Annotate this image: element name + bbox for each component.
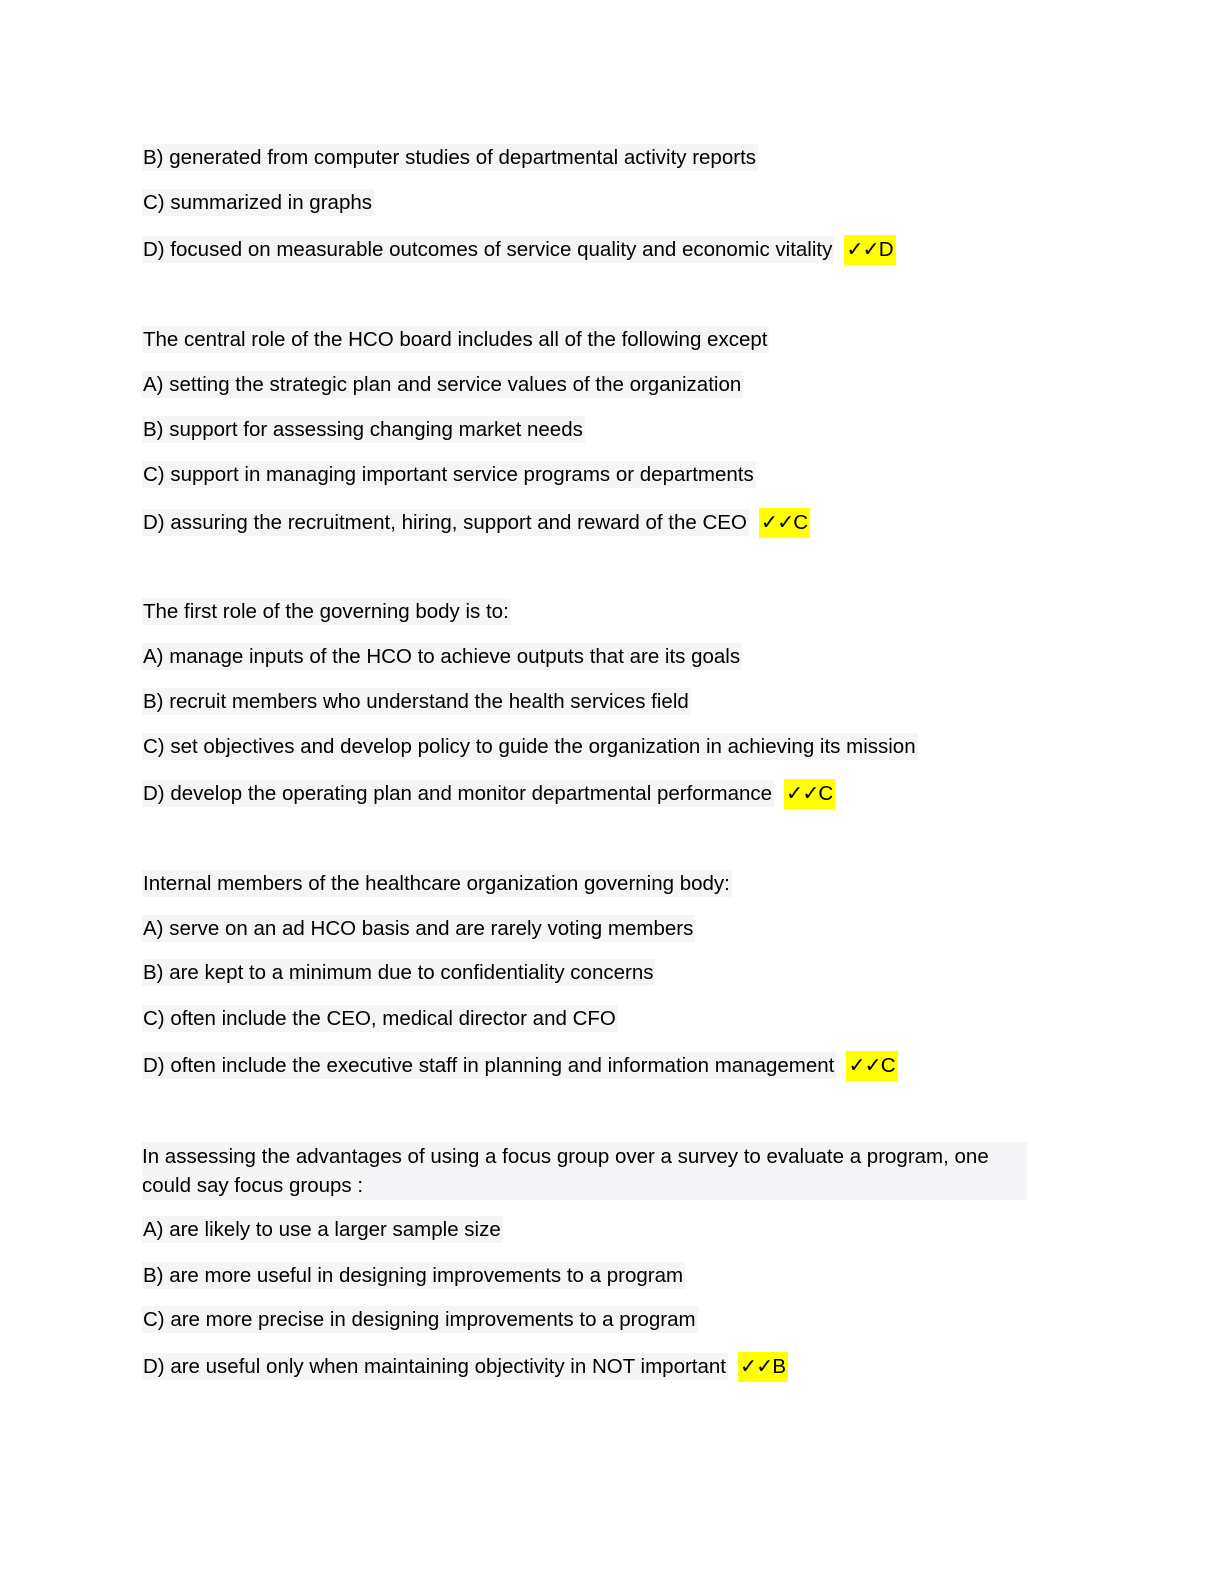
option-line: D) develop the operating plan and monitor departmental performance ✓✓C <box>142 779 835 808</box>
option-line: B) recruit members who understand the health services field <box>143 690 689 713</box>
question-text: Internal members of the healthcare organization governing body: <box>143 872 730 895</box>
answer-badge <box>844 235 895 265</box>
answer-letter: B <box>772 1355 787 1378</box>
option-line: A) manage inputs of the HCO to achieve outputs that are its goals <box>143 645 741 668</box>
answer-letter: C <box>880 1054 896 1077</box>
answer-badge <box>846 1051 897 1081</box>
answer-letter: C <box>818 782 834 805</box>
option-line: A) setting the strategic plan and service values of the organization <box>143 373 742 396</box>
answer-badge <box>738 1352 788 1382</box>
option-line: D) are useful only when maintaining objectivity in NOT important ✓✓B <box>142 1352 788 1381</box>
option-line: A) serve on an ad HCO basis and are rarely voting members <box>143 917 694 940</box>
answer-badge <box>784 779 835 809</box>
option-line: D) often include the executive staff in planning and information management ✓✓C <box>142 1051 898 1080</box>
option-line: C) support in managing important service programs or departments <box>143 463 754 486</box>
answer-letter: D <box>878 238 894 261</box>
checkmark-icon: ✓✓ <box>760 510 794 534</box>
checkmark-icon: ✓✓ <box>786 781 819 805</box>
option-line: B) generated from computer studies of departmental activity reports <box>143 146 757 169</box>
option-line: B) are more useful in designing improvements to a program <box>143 1264 684 1287</box>
option-line: C) summarized in graphs <box>143 191 372 214</box>
option-line: D) focused on measurable outcomes of service quality and economic vitality ✓✓D <box>142 235 896 264</box>
option-line: C) often include the CEO, medical director and CFO <box>143 1007 616 1030</box>
option-line: C) set objectives and develop policy to guide the organization in achieving its mission <box>143 735 916 758</box>
option-line: D) assuring the recruitment, hiring, support and reward of the CEO ✓✓C <box>142 508 810 537</box>
checkmark-icon: ✓✓ <box>740 1354 773 1378</box>
answer-letter: C <box>793 511 809 534</box>
option-line: C) are more precise in designing improvements to a program <box>143 1308 696 1331</box>
question-text: The central role of the HCO board includes all of the following except <box>143 328 768 351</box>
checkmark-icon: ✓✓ <box>848 1053 881 1077</box>
question-text: The first role of the governing body is to: <box>143 600 509 623</box>
option-line: B) are kept to a minimum due to confidentiality concerns <box>143 961 654 984</box>
option-line: B) support for assessing changing market needs <box>143 418 583 441</box>
question-text: In assessing the advantages of using a focus group over a survey to evaluate a program, one could say focus groups : <box>142 1142 1027 1200</box>
option-line: A) are likely to use a larger sample size <box>143 1218 501 1241</box>
answer-badge <box>759 508 810 538</box>
checkmark-icon: ✓✓ <box>846 237 879 261</box>
